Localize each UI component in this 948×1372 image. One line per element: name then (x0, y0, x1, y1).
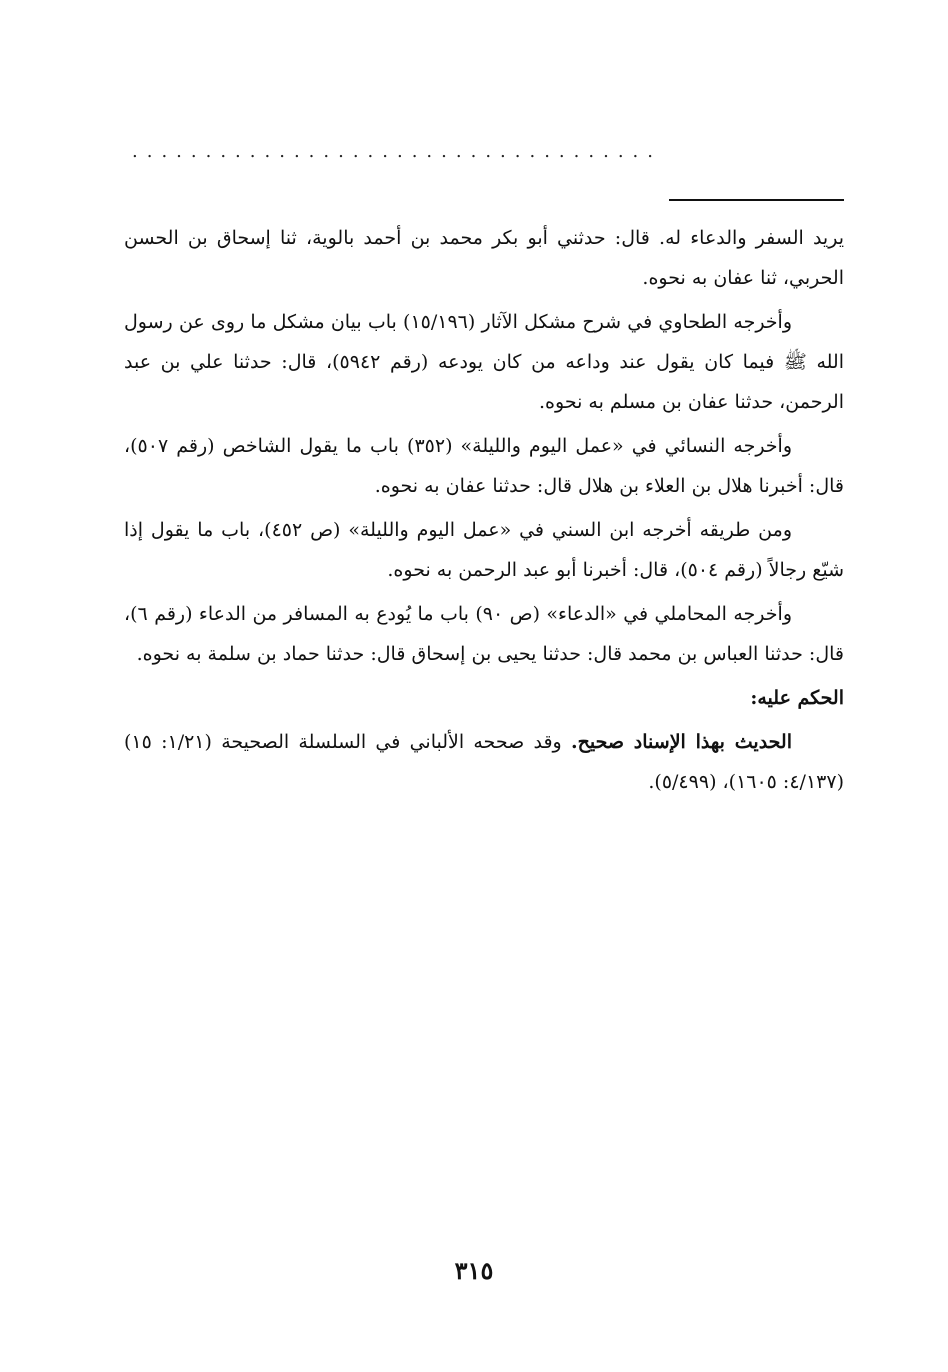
paragraph-2: وأخرجه الطحاوي في شرح مشكل الآثار (١٥/١٩٦) باب بيان مشكل ما روى عن رسول الله ﷺ فيما كان يقول عند وداعه من كان يودعه (رقم ٥٩٤٢)، قال: حدثنا علي بن عبد الرحمن، حدثنا عفان بن مسلم به نحوه. (124, 311, 844, 413)
page-number: ٣١٥ (454, 1256, 494, 1285)
dotted-separator: .................................... (132, 142, 662, 162)
paragraph-1: يريد السفر والدعاء له. قال: حدثني أبو بكر محمد بن أحمد بالوية، ثنا إسحاق بن الحسن الحربي، ثنا عفان به نحوه. (124, 227, 844, 289)
ruling-paragraph (124, 722, 844, 802)
ruling-verdict: الحديث بهذا الإسناد صحيح. (570, 731, 792, 753)
ruling-text: وقد صححه الألباني في السلسلة الصحيحة (١/٢١: ١٥) (٤/١٣٧: ١٦٠٥)، (٥/٤٩٩). (124, 731, 844, 793)
paragraph-5: وأخرجه المحاملي في «الدعاء» (ص ٩٠) باب ما يُودع به المسافر من الدعاء (رقم ٦)، قال: حدثنا العباس بن محمد قال: حدثنا يحيى بن إسحاق قال: حدثنا حماد بن سلمة به نحوه. (124, 603, 844, 665)
paragraph-4: ومن طريقه أخرجه ابن السني في «عمل اليوم والليلة» (ص ٤٥٢)، باب ما يقول إذا شيّع رجالاً (رقم ٥٠٤)، قال: أخبرنا أبو عبد الرحمن به نحوه. (124, 519, 844, 581)
footnote-rule (669, 199, 844, 201)
ruling-heading: الحكم عليه: (750, 687, 844, 709)
paragraph-3: وأخرجه النسائي في «عمل اليوم والليلة» (٣٥٢) باب ما يقول الشاخص (رقم ٥٠٧)، قال: أخبرنا هلال بن العلاء بن هلال قال: حدثنا عفان به نحوه. (124, 435, 844, 497)
main-text (124, 218, 844, 806)
